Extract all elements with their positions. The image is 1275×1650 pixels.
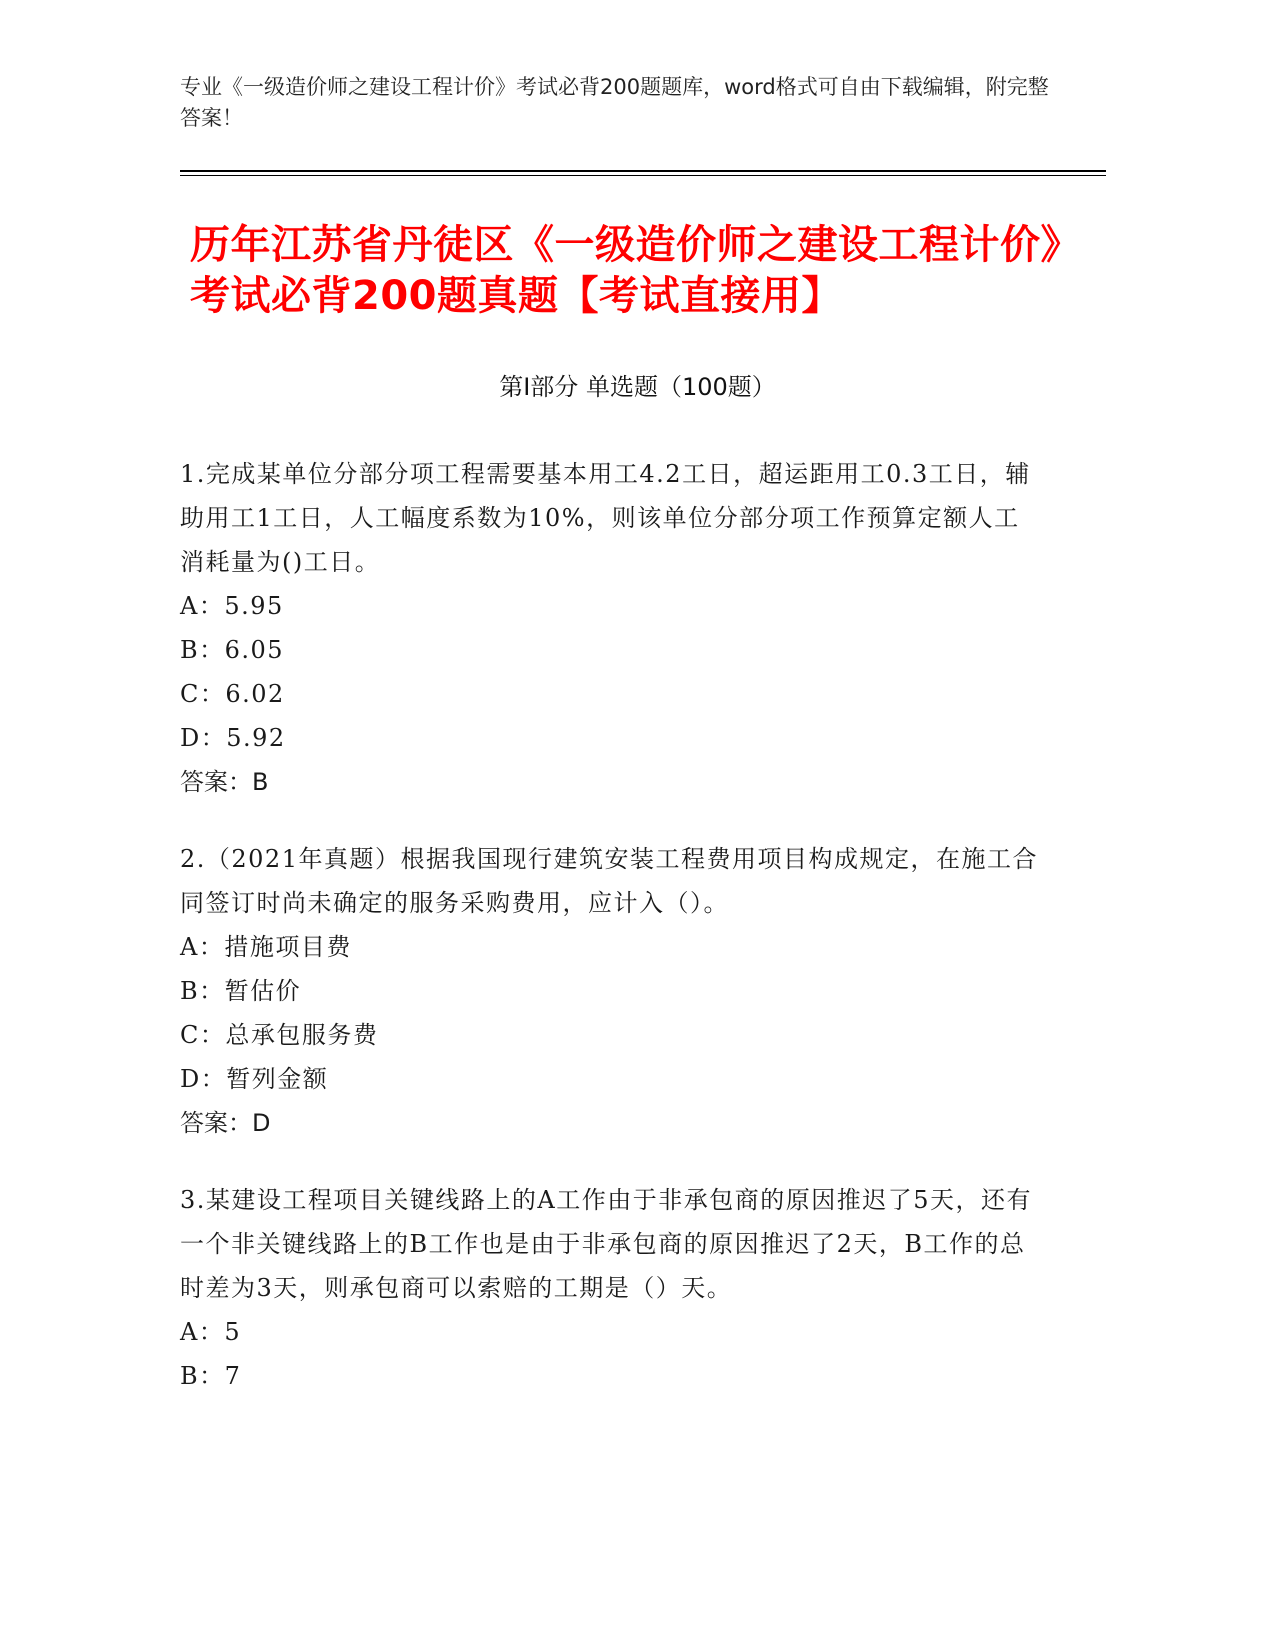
option-a: A：措施项目费	[180, 933, 352, 961]
header-note: 专业《一级造价师之建设工程计价》考试必背200题题库，word格式可自由下载编辑，附完整答案！	[180, 75, 1049, 130]
question-list	[180, 452, 1040, 1431]
option-a: A：5	[180, 1318, 242, 1346]
option-a: A：5.95	[180, 592, 284, 620]
answer-label: 答案：D	[180, 1109, 271, 1137]
section-heading: 第Ⅰ部分 单选题（100题）	[499, 373, 776, 401]
question-stem: 1.完成某单位分部分项工程需要基本用工4.2工日，超运距用工0.3工日，辅助用工1工日，人工幅度系数为10%，则该单位分部分项工作预算定额人工消耗量为()工日。	[180, 460, 1031, 576]
option-b: B：6.05	[180, 636, 285, 664]
header-divider-thick	[180, 170, 1106, 172]
question-2	[180, 837, 1040, 1145]
question-1	[180, 452, 1040, 804]
header-divider-thin	[180, 175, 1106, 176]
question-stem: 2.（2021年真题）根据我国现行建筑安装工程费用项目构成规定，在施工合同签订时尚未确定的服务采购费用，应计入（）。	[180, 845, 1038, 917]
answer-label: 答案：B	[180, 768, 269, 796]
option-c: C：总承包服务费	[180, 1021, 379, 1049]
option-b: B：暂估价	[180, 977, 302, 1005]
question-stem: 3.某建设工程项目关键线路上的A工作由于非承包商的原因推迟了5天，还有一个非关键线路上的B工作也是由于非承包商的原因推迟了2天，B工作的总时差为3天，则承包商可以索赔的工期是（）天。	[180, 1186, 1032, 1302]
document-title: 历年江苏省丹徒区《一级造价师之建设工程计价》考试必背200题真题【考试直接用】	[190, 222, 1081, 319]
option-b: B：7	[180, 1362, 242, 1390]
option-d: D：5.92	[180, 724, 286, 752]
option-c: C：6.02	[180, 680, 285, 708]
question-3	[180, 1178, 1040, 1398]
option-d: D：暂列金额	[180, 1065, 329, 1093]
